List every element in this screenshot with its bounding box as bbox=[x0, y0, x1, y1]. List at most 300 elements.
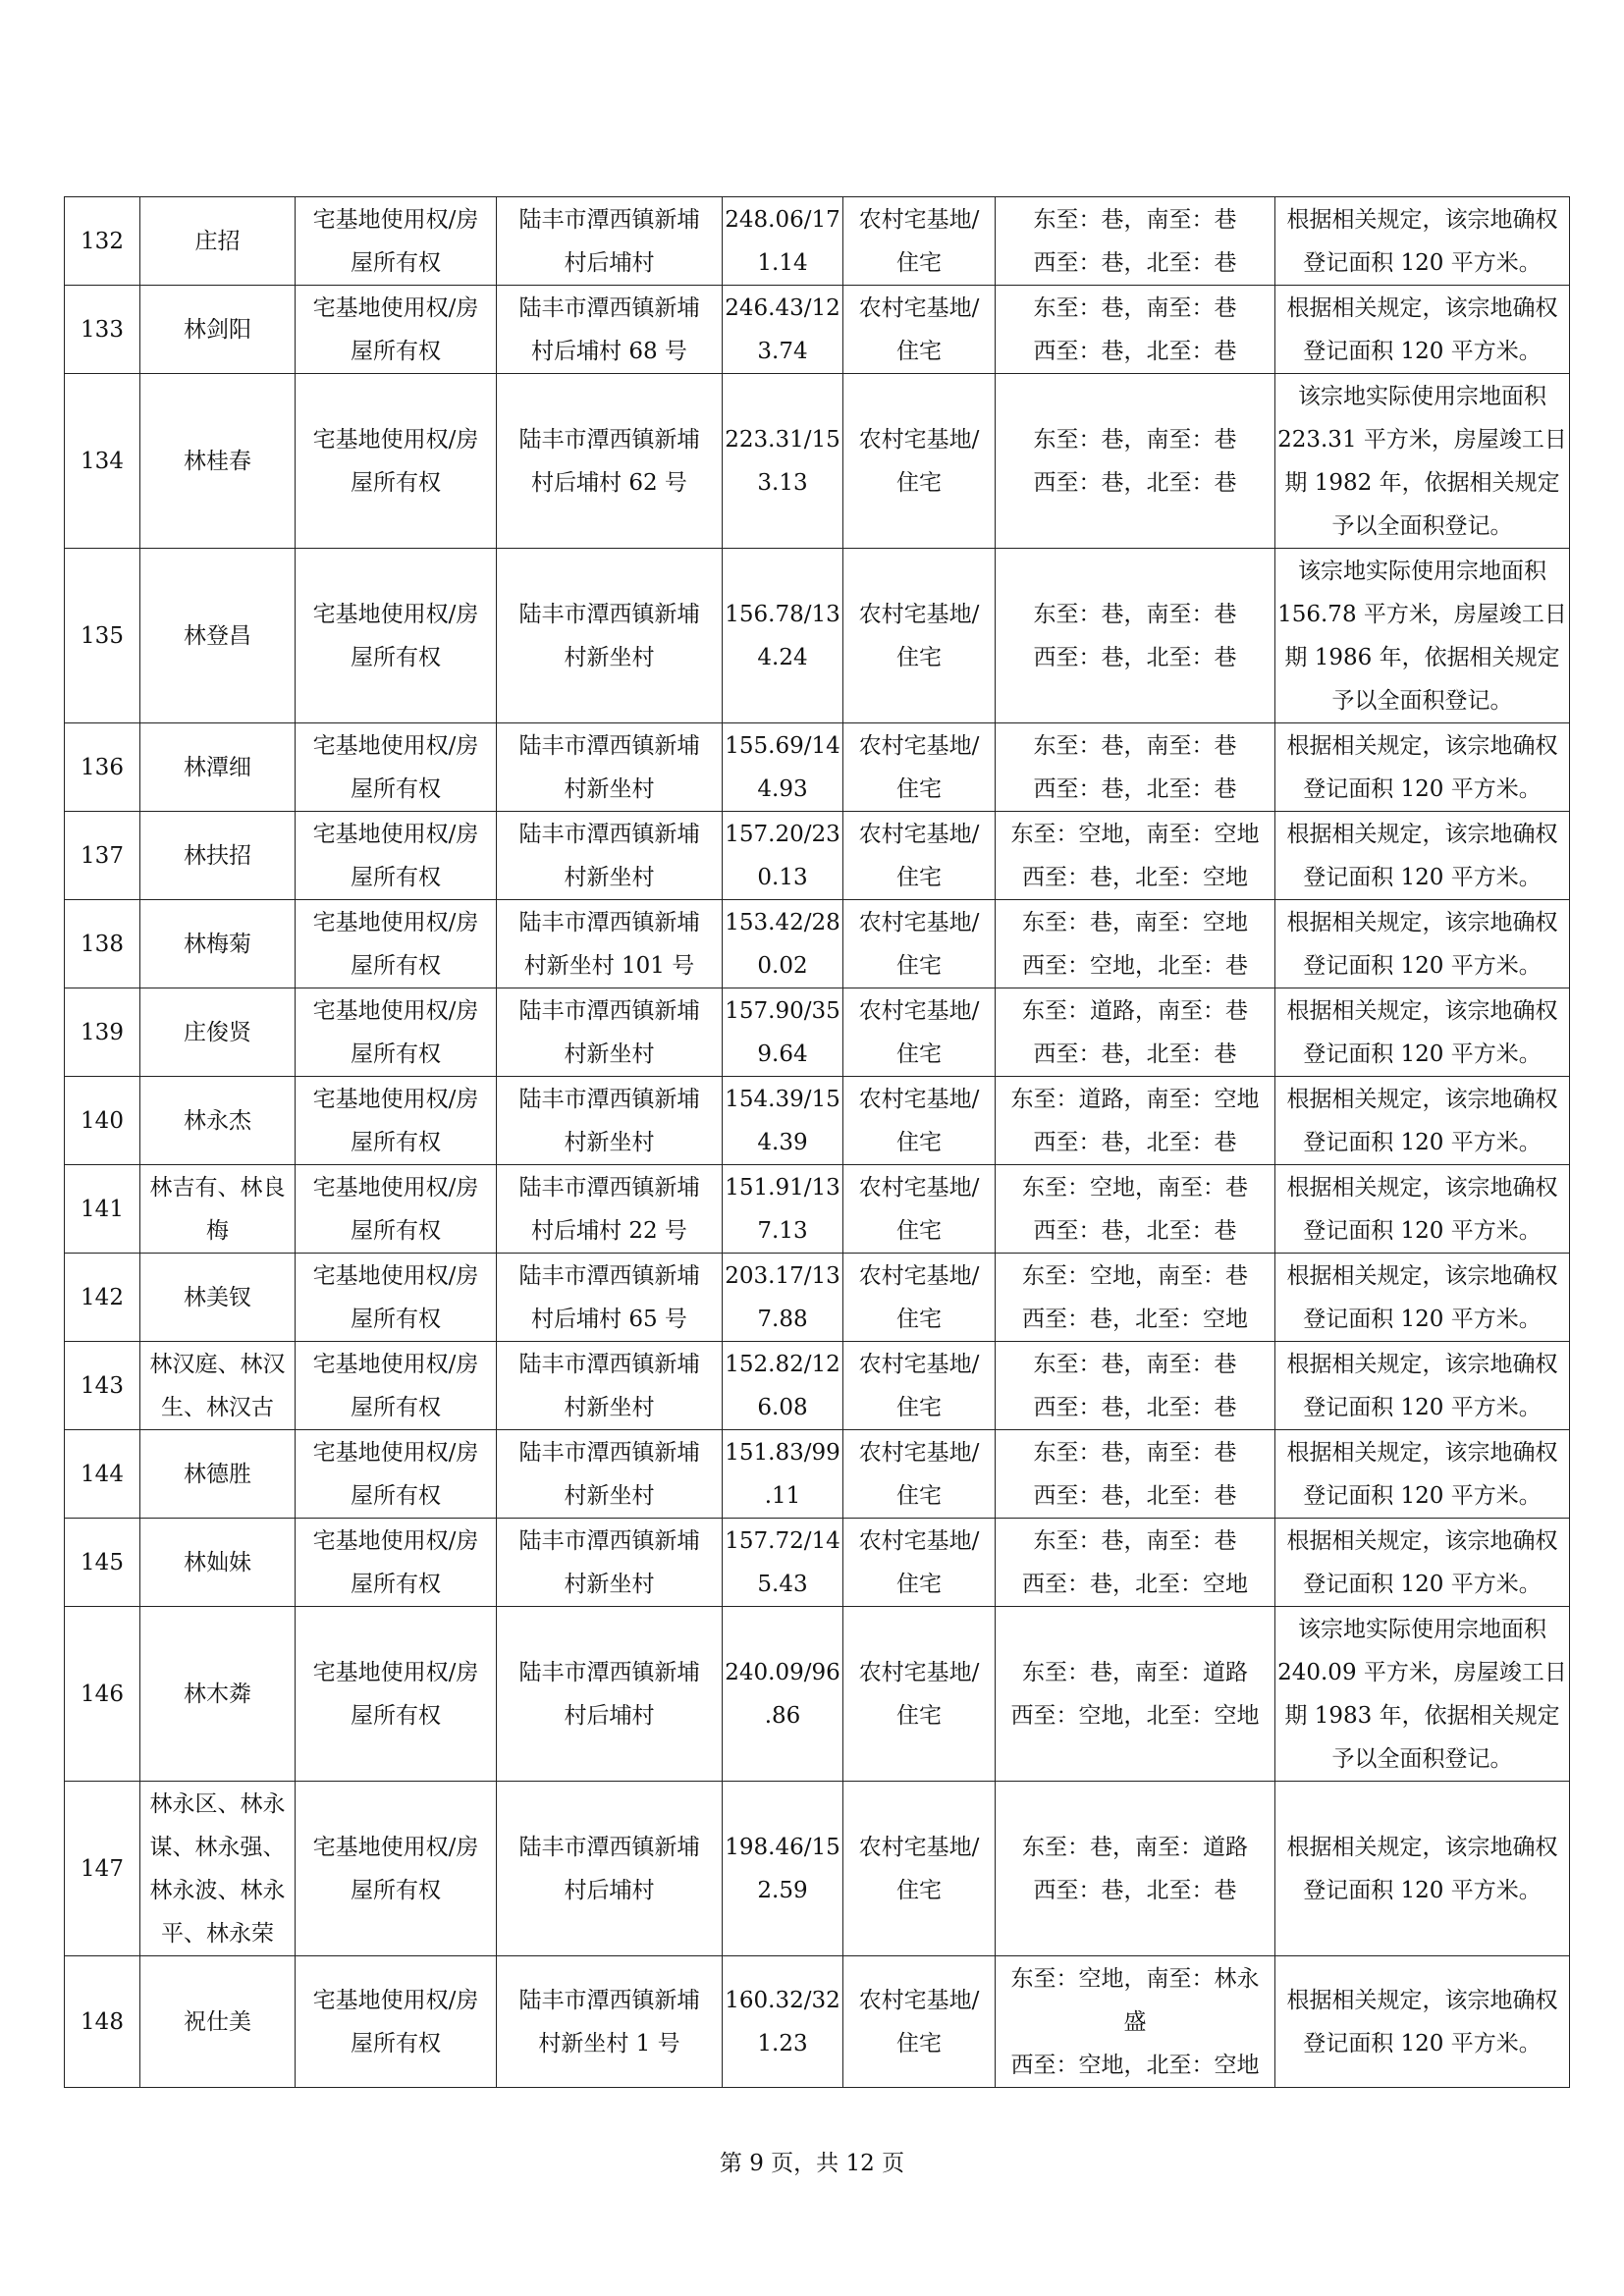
cell-line: 西至：巷，北至：巷 bbox=[1033, 469, 1237, 496]
cell-owner-name bbox=[140, 286, 296, 374]
cell-line: 宅基地使用权/房 bbox=[312, 1987, 479, 2013]
cell-boundaries bbox=[996, 1607, 1275, 1782]
cell-line: 151.83/99 bbox=[725, 1439, 840, 1466]
cell-area bbox=[723, 197, 843, 286]
cell-remark bbox=[1275, 197, 1570, 286]
cell-line: 登记面积 120 平方米。 bbox=[1303, 1129, 1542, 1155]
cell-right-type bbox=[296, 197, 497, 286]
cell-line: 宅基地使用权/房 bbox=[312, 909, 479, 935]
cell-number: 144 bbox=[65, 1430, 140, 1519]
cell-line: 屋所有权 bbox=[351, 1571, 441, 1597]
cell-line: 根据相关规定，该宗地确权 bbox=[1286, 1174, 1558, 1201]
cell-line: 223.31 平方米，房屋竣工日 bbox=[1277, 426, 1567, 453]
cell-line: 村后埔村 22 号 bbox=[531, 1217, 687, 1244]
cell-line: 林木粦 bbox=[184, 1681, 251, 1707]
cell-land-use bbox=[843, 197, 996, 286]
cell-owner-name bbox=[140, 812, 296, 900]
cell-line: 登记面积 120 平方米。 bbox=[1303, 864, 1542, 890]
cell-line: 住宅 bbox=[896, 952, 942, 979]
table-row bbox=[65, 549, 1570, 723]
cell-line: 登记面积 120 平方米。 bbox=[1303, 1217, 1542, 1244]
cell-line: 陆丰市潭西镇新埔 bbox=[518, 1527, 700, 1554]
cell-owner-name bbox=[140, 1519, 296, 1607]
cell-area bbox=[723, 900, 843, 988]
cell-land-use bbox=[843, 1430, 996, 1519]
cell-line: 村新坐村 bbox=[564, 1482, 655, 1509]
cell-owner-name bbox=[140, 1782, 296, 1956]
cell-line: 村新坐村 1 号 bbox=[538, 2030, 680, 2056]
cell-boundaries bbox=[996, 1956, 1275, 2088]
cell-line: 0.02 bbox=[757, 952, 808, 979]
cell-line: 4.93 bbox=[757, 775, 808, 802]
cell-remark bbox=[1275, 374, 1570, 549]
cell-remark bbox=[1275, 1519, 1570, 1607]
cell-area bbox=[723, 1956, 843, 2088]
cell-line: .11 bbox=[764, 1482, 801, 1509]
cell-line: 宅基地使用权/房 bbox=[312, 294, 479, 321]
registration-table-body bbox=[65, 197, 1570, 2088]
table-row bbox=[65, 374, 1570, 549]
cell-right-type bbox=[296, 374, 497, 549]
cell-owner-name bbox=[140, 988, 296, 1077]
cell-line: 宅基地使用权/房 bbox=[312, 1262, 479, 1289]
cell-line: 登记面积 120 平方米。 bbox=[1303, 1571, 1542, 1597]
cell-line: 登记面积 120 平方米。 bbox=[1303, 2030, 1542, 2056]
cell-line: 农村宅基地/ bbox=[858, 601, 980, 627]
cell-line: 登记面积 120 平方米。 bbox=[1303, 775, 1542, 802]
cell-line: 155.69/14 bbox=[725, 732, 840, 759]
cell-number: 136 bbox=[65, 723, 140, 812]
cell-line: 登记面积 120 平方米。 bbox=[1303, 952, 1542, 979]
cell-line: 村新坐村 bbox=[564, 1394, 655, 1420]
cell-right-type bbox=[296, 1165, 497, 1254]
cell-line: 0.13 bbox=[757, 864, 808, 890]
cell-right-type bbox=[296, 812, 497, 900]
cell-line: 屋所有权 bbox=[351, 1306, 441, 1332]
cell-line: 西至：空地，北至：空地 bbox=[1010, 2052, 1260, 2078]
cell-line: 村新坐村 bbox=[564, 1041, 655, 1067]
cell-line: 西至：巷，北至：巷 bbox=[1033, 338, 1237, 364]
cell-line: 宅基地使用权/房 bbox=[312, 1174, 479, 1201]
cell-line: 屋所有权 bbox=[351, 1129, 441, 1155]
cell-line: 宅基地使用权/房 bbox=[312, 821, 479, 847]
cell-location bbox=[497, 1342, 723, 1430]
cell-line: 住宅 bbox=[896, 1041, 942, 1067]
table-row bbox=[65, 723, 1570, 812]
cell-line: 林吉有、林良 bbox=[149, 1174, 286, 1201]
cell-line: 根据相关规定，该宗地确权 bbox=[1286, 294, 1558, 321]
cell-location bbox=[497, 1607, 723, 1782]
table-row bbox=[65, 812, 1570, 900]
cell-line: 根据相关规定，该宗地确权 bbox=[1286, 1086, 1558, 1112]
cell-boundaries bbox=[996, 286, 1275, 374]
cell-land-use bbox=[843, 1519, 996, 1607]
cell-line: 东至：巷，南至：空地 bbox=[1022, 909, 1248, 935]
cell-land-use bbox=[843, 1077, 996, 1165]
cell-line: 246.43/12 bbox=[725, 294, 840, 321]
cell-line: 登记面积 120 平方米。 bbox=[1303, 1877, 1542, 1903]
cell-land-use bbox=[843, 723, 996, 812]
cell-number: 145 bbox=[65, 1519, 140, 1607]
cell-line: 谋、林永强、 bbox=[149, 1834, 286, 1860]
cell-line: 农村宅基地/ bbox=[858, 426, 980, 453]
cell-line: 住宅 bbox=[896, 644, 942, 670]
cell-line: 屋所有权 bbox=[351, 1702, 441, 1729]
cell-location bbox=[497, 1254, 723, 1342]
cell-line: 东至：道路，南至：空地 bbox=[1010, 1086, 1260, 1112]
cell-line: 2.59 bbox=[757, 1877, 808, 1903]
cell-line: 东至：巷，南至：巷 bbox=[1033, 1439, 1237, 1466]
cell-line: 223.31/15 bbox=[725, 426, 840, 453]
cell-line: 盛 bbox=[1123, 2008, 1147, 2035]
cell-land-use bbox=[843, 1956, 996, 2088]
cell-line: 西至：巷，北至：空地 bbox=[1022, 1306, 1248, 1332]
cell-location bbox=[497, 900, 723, 988]
cell-remark bbox=[1275, 286, 1570, 374]
cell-line: 村后埔村 bbox=[564, 1702, 655, 1729]
cell-line: 宅基地使用权/房 bbox=[312, 601, 479, 627]
cell-line: 3.74 bbox=[757, 338, 808, 364]
cell-line: 陆丰市潭西镇新埔 bbox=[518, 1086, 700, 1112]
cell-line: 屋所有权 bbox=[351, 2030, 441, 2056]
cell-area bbox=[723, 1342, 843, 1430]
cell-owner-name bbox=[140, 197, 296, 286]
cell-line: 平、林永荣 bbox=[161, 1920, 274, 1947]
cell-line: 根据相关规定，该宗地确权 bbox=[1286, 909, 1558, 935]
cell-line: 根据相关规定，该宗地确权 bbox=[1286, 1439, 1558, 1466]
cell-line: 林梅菊 bbox=[184, 931, 251, 957]
cell-line: 宅基地使用权/房 bbox=[312, 997, 479, 1024]
cell-number: 138 bbox=[65, 900, 140, 988]
cell-line: 屋所有权 bbox=[351, 1217, 441, 1244]
cell-owner-name bbox=[140, 1254, 296, 1342]
cell-line: 村后埔村 bbox=[564, 1877, 655, 1903]
cell-line: 住宅 bbox=[896, 864, 942, 890]
cell-line: 陆丰市潭西镇新埔 bbox=[518, 1834, 700, 1860]
cell-boundaries bbox=[996, 812, 1275, 900]
cell-line: 农村宅基地/ bbox=[858, 1987, 980, 2013]
cell-line: 152.82/12 bbox=[725, 1351, 840, 1377]
cell-line: 农村宅基地/ bbox=[858, 1659, 980, 1685]
cell-owner-name bbox=[140, 374, 296, 549]
cell-area bbox=[723, 1254, 843, 1342]
cell-line: 东至：空地，南至：空地 bbox=[1010, 821, 1260, 847]
cell-line: 住宅 bbox=[896, 1306, 942, 1332]
cell-line: 4.24 bbox=[757, 644, 808, 670]
cell-area bbox=[723, 1607, 843, 1782]
cell-line: 东至：巷，南至：巷 bbox=[1033, 294, 1237, 321]
cell-line: 住宅 bbox=[896, 1702, 942, 1729]
cell-line: 住宅 bbox=[896, 775, 942, 802]
cell-area bbox=[723, 1430, 843, 1519]
cell-line: 陆丰市潭西镇新埔 bbox=[518, 997, 700, 1024]
cell-right-type bbox=[296, 1254, 497, 1342]
cell-land-use bbox=[843, 1782, 996, 1956]
cell-line: 154.39/15 bbox=[725, 1086, 840, 1112]
cell-number: 133 bbox=[65, 286, 140, 374]
cell-line: 予以全面积登记。 bbox=[1331, 1745, 1513, 1772]
page-footer: 第 9 页，共 12 页 bbox=[719, 2151, 905, 2176]
cell-line: 屋所有权 bbox=[351, 469, 441, 496]
cell-boundaries bbox=[996, 1342, 1275, 1430]
cell-land-use bbox=[843, 988, 996, 1077]
cell-boundaries bbox=[996, 374, 1275, 549]
cell-land-use bbox=[843, 1607, 996, 1782]
cell-line: 根据相关规定，该宗地确权 bbox=[1286, 1351, 1558, 1377]
cell-line: 林德胜 bbox=[184, 1461, 251, 1487]
cell-line: 东至：空地，南至：林永 bbox=[1010, 1965, 1260, 1992]
cell-line: 西至：巷，北至：巷 bbox=[1033, 775, 1237, 802]
cell-line: 东至：巷，南至：巷 bbox=[1033, 206, 1237, 233]
cell-line: 1.14 bbox=[757, 249, 808, 276]
cell-line: 西至：巷，北至：空地 bbox=[1022, 1571, 1248, 1597]
cell-line: 祝仕美 bbox=[184, 2008, 251, 2035]
cell-number: 142 bbox=[65, 1254, 140, 1342]
cell-line: 根据相关规定，该宗地确权 bbox=[1286, 821, 1558, 847]
cell-location bbox=[497, 374, 723, 549]
cell-location bbox=[497, 812, 723, 900]
cell-owner-name bbox=[140, 549, 296, 723]
table-row bbox=[65, 1254, 1570, 1342]
cell-line: 登记面积 120 平方米。 bbox=[1303, 338, 1542, 364]
cell-boundaries bbox=[996, 1165, 1275, 1254]
cell-number: 135 bbox=[65, 549, 140, 723]
cell-remark bbox=[1275, 1254, 1570, 1342]
cell-line: 农村宅基地/ bbox=[858, 732, 980, 759]
cell-line: 予以全面积登记。 bbox=[1331, 512, 1513, 539]
cell-line: 西至：巷，北至：巷 bbox=[1033, 1877, 1237, 1903]
registration-table bbox=[64, 196, 1570, 2088]
cell-line: 期 1983 年，依据相关规定 bbox=[1284, 1702, 1560, 1729]
cell-number: 137 bbox=[65, 812, 140, 900]
cell-location bbox=[497, 549, 723, 723]
cell-land-use bbox=[843, 1254, 996, 1342]
cell-remark bbox=[1275, 1782, 1570, 1956]
cell-line: 村后埔村 62 号 bbox=[531, 469, 687, 496]
cell-line: 东至：道路，南至：巷 bbox=[1022, 997, 1248, 1024]
cell-line: 林潭细 bbox=[184, 754, 251, 780]
cell-number: 147 bbox=[65, 1782, 140, 1956]
cell-area bbox=[723, 286, 843, 374]
cell-line: 农村宅基地/ bbox=[858, 1834, 980, 1860]
cell-boundaries bbox=[996, 1430, 1275, 1519]
cell-boundaries bbox=[996, 1254, 1275, 1342]
cell-line: 东至：巷，南至：巷 bbox=[1033, 732, 1237, 759]
cell-line: 生、林汉古 bbox=[161, 1394, 274, 1420]
cell-boundaries bbox=[996, 1077, 1275, 1165]
cell-line: 陆丰市潭西镇新埔 bbox=[518, 821, 700, 847]
cell-line: 期 1982 年，依据相关规定 bbox=[1284, 469, 1560, 496]
cell-line: 屋所有权 bbox=[351, 644, 441, 670]
cell-line: 西至：巷，北至：巷 bbox=[1033, 644, 1237, 670]
cell-line: 陆丰市潭西镇新埔 bbox=[518, 1987, 700, 2013]
cell-line: 7.13 bbox=[757, 1217, 808, 1244]
cell-line: 林汉庭、林汉 bbox=[149, 1351, 286, 1377]
cell-line: 屋所有权 bbox=[351, 775, 441, 802]
cell-line: 157.90/35 bbox=[725, 997, 840, 1024]
cell-right-type bbox=[296, 1956, 497, 2088]
cell-line: 156.78/13 bbox=[725, 601, 840, 627]
cell-line: 屋所有权 bbox=[351, 1394, 441, 1420]
cell-number: 148 bbox=[65, 1956, 140, 2088]
cell-area bbox=[723, 723, 843, 812]
cell-remark bbox=[1275, 1956, 1570, 2088]
cell-line: 根据相关规定，该宗地确权 bbox=[1286, 997, 1558, 1024]
cell-line: 宅基地使用权/房 bbox=[312, 426, 479, 453]
cell-boundaries bbox=[996, 723, 1275, 812]
cell-line: 林永区、林永 bbox=[149, 1790, 286, 1817]
cell-boundaries bbox=[996, 549, 1275, 723]
table-row bbox=[65, 197, 1570, 286]
cell-line: 登记面积 120 平方米。 bbox=[1303, 1306, 1542, 1332]
cell-line: 林扶招 bbox=[184, 842, 251, 869]
cell-owner-name bbox=[140, 1430, 296, 1519]
cell-owner-name bbox=[140, 1077, 296, 1165]
cell-right-type bbox=[296, 1342, 497, 1430]
cell-right-type bbox=[296, 1077, 497, 1165]
cell-line: 登记面积 120 平方米。 bbox=[1303, 1394, 1542, 1420]
cell-location bbox=[497, 1519, 723, 1607]
cell-right-type bbox=[296, 988, 497, 1077]
cell-line: 陆丰市潭西镇新埔 bbox=[518, 1174, 700, 1201]
cell-line: 林登昌 bbox=[184, 622, 251, 649]
cell-line: 156.78 平方米，房屋竣工日 bbox=[1277, 601, 1567, 627]
cell-line: 根据相关规定，该宗地确权 bbox=[1286, 206, 1558, 233]
cell-line: 根据相关规定，该宗地确权 bbox=[1286, 1262, 1558, 1289]
cell-line: 村新坐村 bbox=[564, 775, 655, 802]
cell-line: .86 bbox=[764, 1702, 801, 1729]
cell-line: 6.08 bbox=[757, 1394, 808, 1420]
cell-line: 宅基地使用权/房 bbox=[312, 1351, 479, 1377]
cell-boundaries bbox=[996, 900, 1275, 988]
cell-line: 西至：巷，北至：巷 bbox=[1033, 1394, 1237, 1420]
cell-line: 屋所有权 bbox=[351, 952, 441, 979]
cell-line: 农村宅基地/ bbox=[858, 294, 980, 321]
cell-line: 住宅 bbox=[896, 2030, 942, 2056]
cell-line: 住宅 bbox=[896, 338, 942, 364]
cell-line: 陆丰市潭西镇新埔 bbox=[518, 601, 700, 627]
cell-line: 东至：巷，南至：道路 bbox=[1022, 1659, 1248, 1685]
cell-location bbox=[497, 1430, 723, 1519]
cell-boundaries bbox=[996, 1519, 1275, 1607]
cell-boundaries bbox=[996, 1782, 1275, 1956]
cell-line: 3.13 bbox=[757, 469, 808, 496]
cell-line: 宅基地使用权/房 bbox=[312, 1439, 479, 1466]
cell-line: 梅 bbox=[206, 1217, 229, 1244]
cell-owner-name bbox=[140, 1956, 296, 2088]
cell-area bbox=[723, 549, 843, 723]
cell-line: 住宅 bbox=[896, 1129, 942, 1155]
cell-area bbox=[723, 1782, 843, 1956]
cell-line: 203.17/13 bbox=[725, 1262, 840, 1289]
cell-line: 陆丰市潭西镇新埔 bbox=[518, 1659, 700, 1685]
cell-line: 农村宅基地/ bbox=[858, 909, 980, 935]
cell-owner-name bbox=[140, 723, 296, 812]
cell-line: 西至：巷，北至：空地 bbox=[1022, 864, 1248, 890]
cell-line: 屋所有权 bbox=[351, 864, 441, 890]
cell-line: 村新坐村 bbox=[564, 864, 655, 890]
cell-line: 林美钗 bbox=[184, 1284, 251, 1310]
cell-remark bbox=[1275, 1077, 1570, 1165]
cell-right-type bbox=[296, 900, 497, 988]
cell-right-type bbox=[296, 1782, 497, 1956]
cell-line: 陆丰市潭西镇新埔 bbox=[518, 1351, 700, 1377]
cell-remark bbox=[1275, 1607, 1570, 1782]
table-row bbox=[65, 286, 1570, 374]
cell-remark bbox=[1275, 1430, 1570, 1519]
cell-line: 庄招 bbox=[194, 228, 241, 254]
cell-area bbox=[723, 988, 843, 1077]
cell-right-type bbox=[296, 1430, 497, 1519]
cell-number: 134 bbox=[65, 374, 140, 549]
cell-line: 陆丰市潭西镇新埔 bbox=[518, 1262, 700, 1289]
cell-number: 139 bbox=[65, 988, 140, 1077]
cell-right-type bbox=[296, 1519, 497, 1607]
cell-line: 153.42/28 bbox=[725, 909, 840, 935]
cell-location bbox=[497, 1077, 723, 1165]
cell-land-use bbox=[843, 900, 996, 988]
cell-line: 住宅 bbox=[896, 1877, 942, 1903]
cell-line: 151.91/13 bbox=[725, 1174, 840, 1201]
cell-line: 根据相关规定，该宗地确权 bbox=[1286, 732, 1558, 759]
cell-line: 东至：巷，南至：巷 bbox=[1033, 601, 1237, 627]
cell-line: 160.32/32 bbox=[725, 1987, 840, 2013]
cell-line: 庄俊贤 bbox=[184, 1019, 251, 1045]
cell-remark bbox=[1275, 812, 1570, 900]
cell-line: 屋所有权 bbox=[351, 1041, 441, 1067]
cell-line: 陆丰市潭西镇新埔 bbox=[518, 1439, 700, 1466]
cell-line: 农村宅基地/ bbox=[858, 821, 980, 847]
cell-owner-name bbox=[140, 1342, 296, 1430]
cell-line: 西至：巷，北至：巷 bbox=[1033, 1129, 1237, 1155]
cell-land-use bbox=[843, 1342, 996, 1430]
cell-line: 西至：巷，北至：巷 bbox=[1033, 1041, 1237, 1067]
cell-line: 住宅 bbox=[896, 1482, 942, 1509]
cell-owner-name bbox=[140, 1607, 296, 1782]
cell-boundaries bbox=[996, 197, 1275, 286]
cell-remark bbox=[1275, 723, 1570, 812]
cell-line: 宅基地使用权/房 bbox=[312, 732, 479, 759]
cell-area bbox=[723, 1165, 843, 1254]
cell-line: 西至：巷，北至：巷 bbox=[1033, 249, 1237, 276]
cell-number: 132 bbox=[65, 197, 140, 286]
table-row bbox=[65, 988, 1570, 1077]
cell-line: 农村宅基地/ bbox=[858, 1527, 980, 1554]
cell-line: 村后埔村 65 号 bbox=[531, 1306, 687, 1332]
cell-area bbox=[723, 374, 843, 549]
cell-line: 林永杰 bbox=[184, 1107, 251, 1134]
cell-line: 东至：巷，南至：巷 bbox=[1033, 1351, 1237, 1377]
cell-line: 农村宅基地/ bbox=[858, 206, 980, 233]
cell-line: 西至：空地，北至：空地 bbox=[1010, 1702, 1260, 1729]
cell-owner-name bbox=[140, 900, 296, 988]
table-row bbox=[65, 1607, 1570, 1782]
cell-number: 146 bbox=[65, 1607, 140, 1782]
cell-line: 根据相关规定，该宗地确权 bbox=[1286, 1527, 1558, 1554]
cell-line: 宅基地使用权/房 bbox=[312, 1659, 479, 1685]
cell-line: 东至：巷，南至：巷 bbox=[1033, 426, 1237, 453]
cell-line: 村新坐村 bbox=[564, 1129, 655, 1155]
cell-line: 住宅 bbox=[896, 1394, 942, 1420]
cell-line: 农村宅基地/ bbox=[858, 997, 980, 1024]
cell-remark bbox=[1275, 988, 1570, 1077]
cell-line: 住宅 bbox=[896, 469, 942, 496]
cell-line: 东至：巷，南至：道路 bbox=[1022, 1834, 1248, 1860]
cell-line: 予以全面积登记。 bbox=[1331, 687, 1513, 714]
cell-line: 农村宅基地/ bbox=[858, 1439, 980, 1466]
cell-line: 5.43 bbox=[757, 1571, 808, 1597]
cell-land-use bbox=[843, 286, 996, 374]
